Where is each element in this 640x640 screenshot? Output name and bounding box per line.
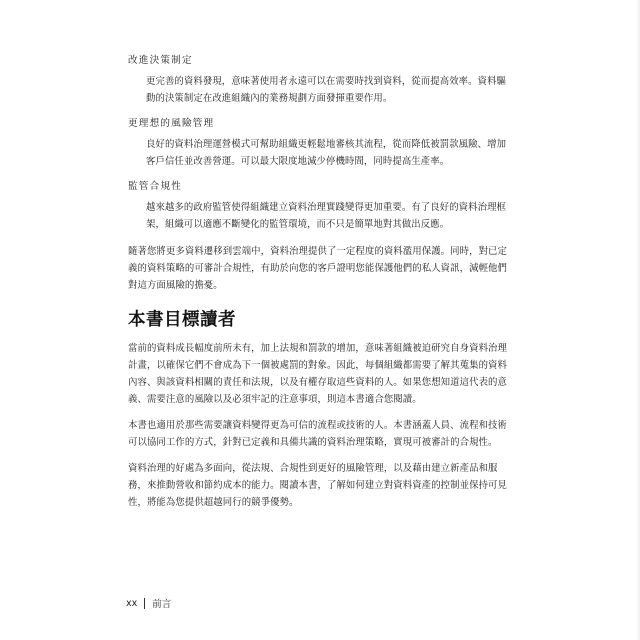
section-paragraph: 本書也適用於那些需要讓資料變得更為可信的流程或技術的人。本書涵蓋人員、流程和技術可以協同工作的方式，針對已定義和具備共識的資料治理策略，實現可被審計的合規性。 <box>128 420 508 448</box>
term-definition-decision: 更完善的資料發現，意味著使用者永遠可以在需要時找到資料，從而提高效率。資料驅動的決策制定在改進組織內的業務規劃方面發揮重要作用。 <box>146 76 507 104</box>
intro-paragraph: 隨著您將更多資料遷移到雲端中，資料治理提供了一定程度的資料濫用保護。同時，對已定義的資料策略的可審計合規性，有助於向您的客戶證明您能保護他們的私人資訊，減輕他們對這方面風險的擔憂。 <box>128 246 508 291</box>
footer-divider <box>144 598 145 609</box>
term-title-risk: 更理想的風險管理 <box>128 118 215 129</box>
section-heading: 本書目標讀者 <box>128 310 236 330</box>
page-footer <box>126 596 171 610</box>
page-content <box>118 54 508 520</box>
chapter-name: 前言 <box>152 599 172 610</box>
page-edge-shadow <box>636 0 640 640</box>
term-definition-risk: 良好的資料治理運營模式可幫助組織更輕鬆地審核其流程，從而降低被罰款風險、增加客戶信任並改善營運。可以最大限度地減少停機時間，同時提高生產率。 <box>146 139 507 167</box>
section-paragraph: 當前的資料成長幅度前所未有，加上法規和罰款的增加，意味著組織被迫研究自身資料治理計畫，以確保它們不會成為下一個被處罰的對象。因此，每個組織都需要了解其蒐集的資料內容、與該資料相關的責任和法規，以及有權存取這些資料的人。如果您想知道這代表的意義、需要注意的風險以及必須牢記的注意事項，則這本書適合您閱讀。 <box>128 343 508 405</box>
term-definition-compliance: 越來越多的政府監管使得組織建立資料治理實踐變得更加重要。有了良好的資料治理框架，組織可以適應不斷變化的監管環境，而不只是簡單地對其做出反應。 <box>146 202 507 230</box>
term-title-decision: 改進決策制定 <box>128 55 193 66</box>
section-paragraph: 資料治理的好處為多面向，從法規、合規性到更好的風險管理，以及藉由建立新產品和服務，來推動營收和節約成本的能力。閱讀本書，了解如何建立對資料資產的控制並保持可見性，將能為您提供超越同行的競爭優勢。 <box>128 463 508 508</box>
page-number: xx <box>126 597 138 609</box>
term-title-compliance: 監管合規性 <box>128 181 182 192</box>
